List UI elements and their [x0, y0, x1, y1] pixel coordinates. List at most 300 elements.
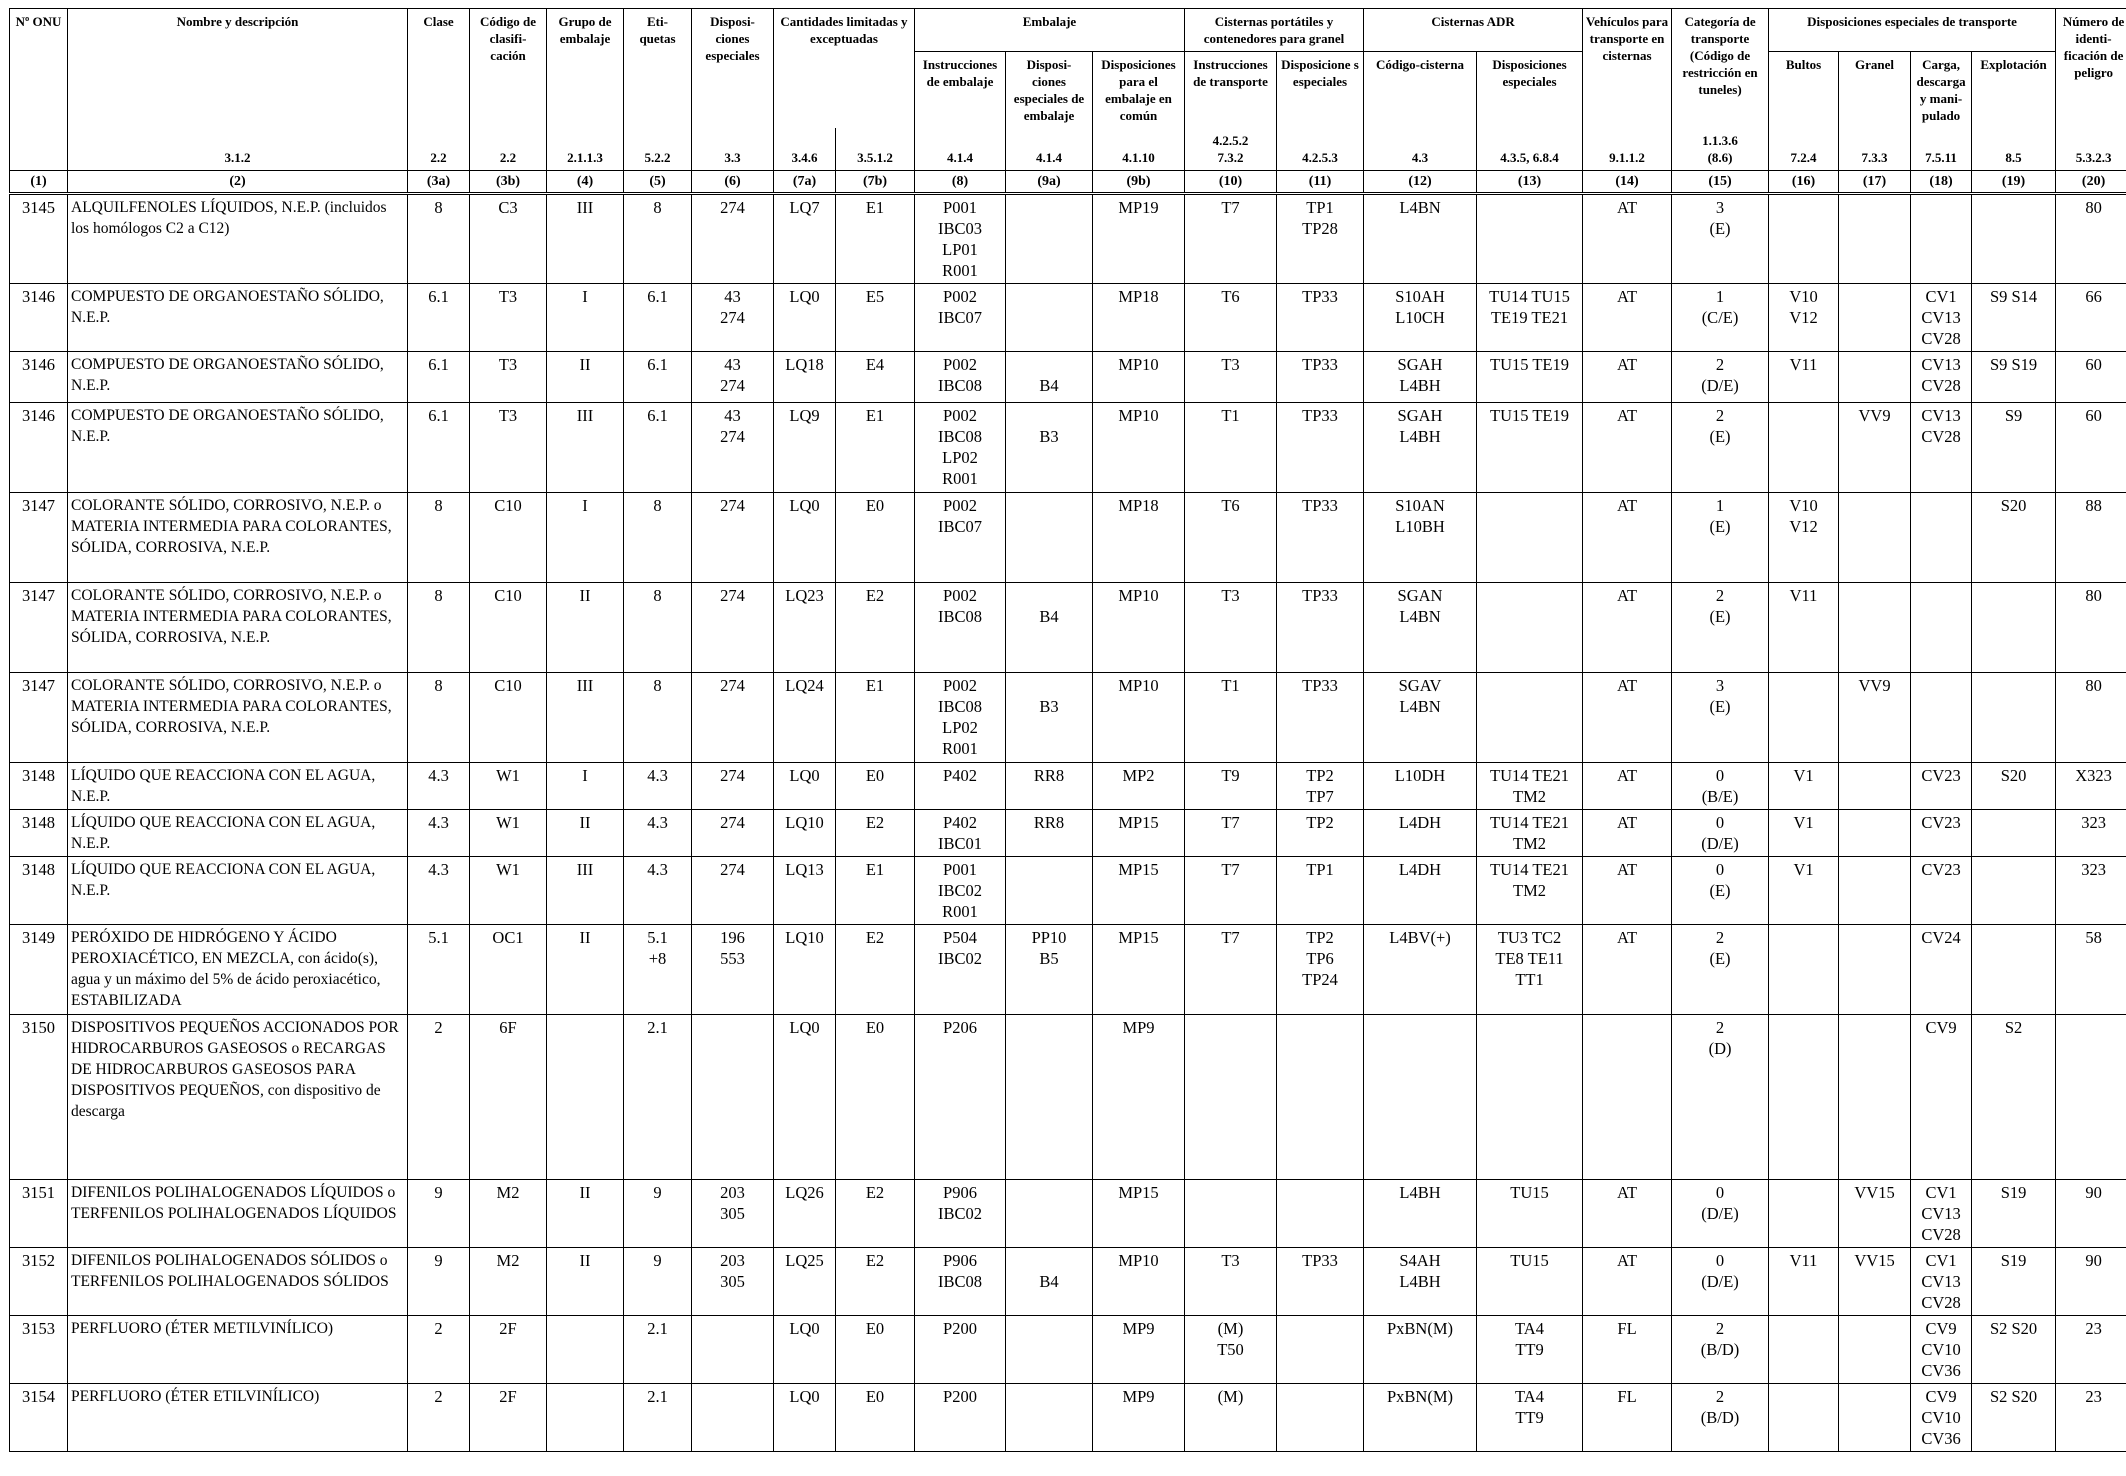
data-cell: TU15 TE19 — [1477, 352, 1583, 403]
data-cell: MP10 — [1093, 352, 1185, 403]
data-cell: RR8 — [1006, 763, 1093, 810]
data-cell: 2 (E) — [1672, 583, 1769, 673]
header-embalaje: Embalaje — [915, 9, 1185, 52]
data-cell: 0 (D/E) — [1672, 810, 1769, 857]
data-cell: 2.1 — [624, 1015, 692, 1180]
data-cell: E0 — [836, 1384, 915, 1452]
un-number-cell: 3150 — [10, 1015, 68, 1180]
data-cell: S20 — [1972, 493, 2056, 583]
data-cell: 4.3 — [624, 857, 692, 925]
section-ref-cell: 2.1.1.3 — [547, 128, 624, 171]
data-cell: S9 — [1972, 403, 2056, 493]
data-cell: S10AN L10BH — [1364, 493, 1477, 583]
data-cell: 2 — [408, 1384, 470, 1452]
data-cell: 8 — [624, 194, 692, 284]
column-number-cell: (18) — [1911, 171, 1972, 194]
table-row — [10, 284, 2126, 352]
data-cell — [1839, 583, 1911, 673]
data-cell: I — [547, 493, 624, 583]
data-cell: TU3 TC2 TE8 TE11 TT1 — [1477, 925, 1583, 1015]
data-cell: OC1 — [470, 925, 547, 1015]
data-cell: S20 — [1972, 763, 2056, 810]
data-cell: SGAH L4BH — [1364, 352, 1477, 403]
header-cisternas-portatiles: Cisternas portátiles y contenedores para granel — [1185, 9, 1364, 52]
data-cell: P002 IBC07 — [915, 493, 1006, 583]
data-cell: CV24 — [1911, 925, 1972, 1015]
data-cell: P001 IBC03 LP01 R001 — [915, 194, 1006, 284]
data-cell — [1769, 1384, 1839, 1452]
data-cell: 203 305 — [692, 1248, 774, 1316]
data-cell: E5 — [836, 284, 915, 352]
data-cell: V1 — [1769, 857, 1839, 925]
data-cell: I — [547, 763, 624, 810]
data-cell: 2F — [470, 1384, 547, 1452]
data-cell — [692, 1015, 774, 1180]
data-cell: 4.3 — [624, 763, 692, 810]
data-cell: C3 — [470, 194, 547, 284]
data-cell: MP19 — [1093, 194, 1185, 284]
data-cell — [1477, 1015, 1583, 1180]
data-cell: LQ23 — [774, 583, 836, 673]
data-cell — [1839, 1316, 1911, 1384]
data-cell: L4DH — [1364, 857, 1477, 925]
data-cell: AT — [1583, 284, 1672, 352]
data-cell: T6 — [1185, 284, 1277, 352]
table-row — [10, 857, 2126, 925]
table-row — [10, 1316, 2126, 1384]
data-cell: 2 (D) — [1672, 1015, 1769, 1180]
un-number-cell: 3148 — [10, 857, 68, 925]
data-cell — [1477, 493, 1583, 583]
table-body — [10, 194, 2126, 1452]
data-cell: T7 — [1185, 925, 1277, 1015]
data-cell: CV9 CV10 CV36 — [1911, 1316, 1972, 1384]
header-disp-transporte: Disposiciones especiales de transporte — [1769, 9, 2056, 52]
table-row — [10, 194, 2126, 284]
data-cell: E1 — [836, 673, 915, 763]
data-cell — [1769, 1180, 1839, 1248]
data-cell: E2 — [836, 1180, 915, 1248]
data-cell: P002 IBC08 LP02 R001 — [915, 403, 1006, 493]
data-cell: SGAH L4BH — [1364, 403, 1477, 493]
data-cell — [547, 1384, 624, 1452]
data-cell: MP15 — [1093, 857, 1185, 925]
data-cell: 80 — [2056, 583, 2126, 673]
data-cell: M2 — [470, 1180, 547, 1248]
data-cell: LQ26 — [774, 1180, 836, 1248]
un-number-cell: 3147 — [10, 673, 68, 763]
data-cell: TU14 TE21 TM2 — [1477, 857, 1583, 925]
data-cell — [1006, 1384, 1093, 1452]
header-disp-comun: Disposiciones para el embalaje en común — [1093, 52, 1185, 129]
header-cisternas-adr: Cisternas ADR — [1364, 9, 1583, 52]
column-number-cell: (6) — [692, 171, 774, 194]
data-cell: 0 (E) — [1672, 857, 1769, 925]
data-cell: MP15 — [1093, 810, 1185, 857]
data-cell — [1911, 493, 1972, 583]
data-cell: E0 — [836, 1316, 915, 1384]
data-cell: TP33 — [1277, 403, 1364, 493]
section-ref-cell: 7.5.11 — [1911, 128, 1972, 171]
un-number-cell: 3152 — [10, 1248, 68, 1316]
data-cell: 323 — [2056, 810, 2126, 857]
data-cell: VV15 — [1839, 1248, 1911, 1316]
data-cell: L4DH — [1364, 810, 1477, 857]
data-cell: P402 IBC01 — [915, 810, 1006, 857]
data-cell: SGAN L4BN — [1364, 583, 1477, 673]
header-name: Nombre y descripción — [68, 9, 408, 129]
table-row — [10, 1248, 2126, 1316]
column-number-cell: (11) — [1277, 171, 1364, 194]
name-description-cell: COLORANTE SÓLIDO, CORROSIVO, N.E.P. o MATERIA INTERMEDIA PARA COLORANTES, SÓLIDA, CORROSIVA, N.E.P. — [68, 583, 408, 673]
name-description-cell: LÍQUIDO QUE REACCIONA CON EL AGUA, N.E.P. — [68, 763, 408, 810]
data-cell — [1839, 194, 1911, 284]
column-number-cell: (13) — [1477, 171, 1583, 194]
data-cell: AT — [1583, 583, 1672, 673]
data-cell — [1911, 194, 1972, 284]
column-number-cell: (7b) — [836, 171, 915, 194]
data-cell: MP15 — [1093, 925, 1185, 1015]
data-cell: RR8 — [1006, 810, 1093, 857]
name-description-cell: LÍQUIDO QUE REACCIONA CON EL AGUA, N.E.P. — [68, 810, 408, 857]
column-number-cell: (9b) — [1093, 171, 1185, 194]
data-cell: 43 274 — [692, 403, 774, 493]
section-ref-cell: 4.3.5, 6.8.4 — [1477, 128, 1583, 171]
data-cell: 23 — [2056, 1316, 2126, 1384]
data-cell — [1769, 1015, 1839, 1180]
data-cell — [1911, 583, 1972, 673]
data-cell: 5.1 +8 — [624, 925, 692, 1015]
data-cell: P002 IBC08 — [915, 352, 1006, 403]
data-cell: E2 — [836, 810, 915, 857]
data-cell: AT — [1583, 493, 1672, 583]
data-cell: S2 S20 — [1972, 1316, 2056, 1384]
name-description-cell: COLORANTE SÓLIDO, CORROSIVO, N.E.P. o MATERIA INTERMEDIA PARA COLORANTES, SÓLIDA, CORROSIVA, N.E.P. — [68, 673, 408, 763]
data-cell: B4 — [1006, 583, 1093, 673]
data-cell: B4 — [1006, 352, 1093, 403]
name-description-cell: PERFLUORO (ÉTER METILVINÍLICO) — [68, 1316, 408, 1384]
data-cell: 4.3 — [408, 857, 470, 925]
section-ref-cell: 4.1.4 — [1006, 128, 1093, 171]
dangerous-goods-table-container — [9, 8, 2125, 1452]
data-cell: L4BH — [1364, 1180, 1477, 1248]
data-cell: LQ9 — [774, 403, 836, 493]
data-cell: W1 — [470, 763, 547, 810]
column-number-cell: (3a) — [408, 171, 470, 194]
data-cell — [1477, 583, 1583, 673]
data-cell: I — [547, 284, 624, 352]
data-cell: 6.1 — [408, 403, 470, 493]
column-number-cell: (10) — [1185, 171, 1277, 194]
section-ref-cell: 4.2.5.3 — [1277, 128, 1364, 171]
data-cell: 8 — [624, 493, 692, 583]
data-cell: E0 — [836, 1015, 915, 1180]
section-ref-cell: 5.3.2.3 — [2056, 128, 2126, 171]
data-cell: MP10 — [1093, 1248, 1185, 1316]
table-row — [10, 673, 2126, 763]
section-ref-cell: 1.1.3.6 (8.6) — [1672, 128, 1769, 171]
data-cell: E1 — [836, 194, 915, 284]
data-cell: T7 — [1185, 810, 1277, 857]
un-number-cell: 3154 — [10, 1384, 68, 1452]
data-cell: PxBN(M) — [1364, 1384, 1477, 1452]
data-cell: 0 (D/E) — [1672, 1180, 1769, 1248]
data-cell: 274 — [692, 673, 774, 763]
data-cell: E0 — [836, 493, 915, 583]
data-cell: 6.1 — [408, 284, 470, 352]
section-ref-row — [10, 128, 2126, 171]
header-disp-embalaje: Disposi- ciones especiales de embalaje — [1006, 52, 1093, 129]
column-number-cell: (19) — [1972, 171, 2056, 194]
data-cell: 9 — [624, 1248, 692, 1316]
un-number-cell: 3147 — [10, 583, 68, 673]
data-cell: CV23 — [1911, 857, 1972, 925]
data-cell: W1 — [470, 810, 547, 857]
table-row — [10, 403, 2126, 493]
name-description-cell: ALQUILFENOLES LÍQUIDOS, N.E.P. (incluidos los homólogos C2 a C12) — [68, 194, 408, 284]
data-cell — [1006, 284, 1093, 352]
data-cell: LQ7 — [774, 194, 836, 284]
data-cell: LQ0 — [774, 284, 836, 352]
header-bultos: Bultos — [1769, 52, 1839, 129]
dangerous-goods-table — [9, 8, 2126, 1452]
data-cell: P200 — [915, 1384, 1006, 1452]
data-cell: P206 — [915, 1015, 1006, 1180]
data-cell: S4AH L4BH — [1364, 1248, 1477, 1316]
data-cell: II — [547, 583, 624, 673]
data-cell — [1769, 403, 1839, 493]
data-cell: AT — [1583, 673, 1672, 763]
header-explotacion: Explotación — [1972, 52, 2056, 129]
data-cell: CV13 CV28 — [1911, 403, 1972, 493]
header-disp-especiales: Disposicione s especiales — [1277, 52, 1364, 129]
data-cell: T7 — [1185, 194, 1277, 284]
header-instr-embalaje: Instrucciones de embalaje — [915, 52, 1006, 129]
header-un: Nº ONU — [10, 9, 68, 129]
data-cell — [1006, 1180, 1093, 1248]
data-cell: TP33 — [1277, 583, 1364, 673]
data-cell — [1583, 1015, 1672, 1180]
header-clase: Clase — [408, 9, 470, 129]
data-cell — [1972, 194, 2056, 284]
data-cell: 90 — [2056, 1248, 2126, 1316]
data-cell: 2.1 — [624, 1384, 692, 1452]
data-cell: B3 — [1006, 673, 1093, 763]
data-cell: P504 IBC02 — [915, 925, 1006, 1015]
name-description-cell: COMPUESTO DE ORGANOESTAÑO SÓLIDO, N.E.P. — [68, 284, 408, 352]
data-cell: C10 — [470, 583, 547, 673]
data-cell: V11 — [1769, 1248, 1839, 1316]
data-cell: T3 — [1185, 352, 1277, 403]
data-cell: P402 — [915, 763, 1006, 810]
section-ref-cell — [10, 128, 68, 171]
data-cell: TA4 TT9 — [1477, 1316, 1583, 1384]
data-cell: S2 — [1972, 1015, 2056, 1180]
data-cell — [1477, 673, 1583, 763]
data-cell: AT — [1583, 810, 1672, 857]
un-number-cell: 3151 — [10, 1180, 68, 1248]
data-cell: T3 — [470, 352, 547, 403]
data-cell: T9 — [1185, 763, 1277, 810]
section-ref-cell: 4.2.5.2 7.3.2 — [1185, 128, 1277, 171]
data-cell: LQ0 — [774, 1015, 836, 1180]
name-description-cell: COMPUESTO DE ORGANOESTAÑO SÓLIDO, N.E.P. — [68, 352, 408, 403]
data-cell: 1 (E) — [1672, 493, 1769, 583]
data-cell: TP33 — [1277, 673, 1364, 763]
data-cell: TA4 TT9 — [1477, 1384, 1583, 1452]
data-cell: P906 IBC02 — [915, 1180, 1006, 1248]
data-cell — [547, 1015, 624, 1180]
header-cantidades: Cantidades limitadas y exceptuadas — [774, 9, 915, 129]
data-cell: E0 — [836, 763, 915, 810]
un-number-cell: 3146 — [10, 284, 68, 352]
data-cell: FL — [1583, 1384, 1672, 1452]
data-cell — [1839, 493, 1911, 583]
section-ref-cell: 3.1.2 — [68, 128, 408, 171]
data-cell: 274 — [692, 583, 774, 673]
data-cell — [1972, 857, 2056, 925]
data-cell: 2 (B/D) — [1672, 1384, 1769, 1452]
data-cell: TP33 — [1277, 352, 1364, 403]
table-row — [10, 1015, 2126, 1180]
data-cell: LQ10 — [774, 925, 836, 1015]
data-cell: AT — [1583, 857, 1672, 925]
table-row — [10, 583, 2126, 673]
data-cell: 88 — [2056, 493, 2126, 583]
data-cell: P002 IBC07 — [915, 284, 1006, 352]
data-cell — [1364, 1015, 1477, 1180]
data-cell: 58 — [2056, 925, 2126, 1015]
section-ref-cell: 4.1.10 — [1093, 128, 1185, 171]
data-cell: TU14 TU15 TE19 TE21 — [1477, 284, 1583, 352]
data-cell — [1277, 1180, 1364, 1248]
data-cell: III — [547, 194, 624, 284]
column-number-cell: (5) — [624, 171, 692, 194]
header-disp-esp-adr: Disposiciones especiales — [1477, 52, 1583, 129]
un-number-cell: 3148 — [10, 810, 68, 857]
data-cell: AT — [1583, 1248, 1672, 1316]
column-number-cell: (16) — [1769, 171, 1839, 194]
data-cell — [1769, 925, 1839, 1015]
data-cell: S2 S20 — [1972, 1384, 2056, 1452]
column-number-cell: (12) — [1364, 171, 1477, 194]
data-cell: TP2 TP7 — [1277, 763, 1364, 810]
data-cell: CV9 CV10 CV36 — [1911, 1384, 1972, 1452]
data-cell: 2 — [408, 1015, 470, 1180]
data-cell: 274 — [692, 493, 774, 583]
data-cell: 9 — [408, 1180, 470, 1248]
data-cell: T3 — [1185, 1248, 1277, 1316]
header-codigo-cisterna: Código-cisterna — [1364, 52, 1477, 129]
data-cell: MP9 — [1093, 1015, 1185, 1180]
data-cell: CV1 CV13 CV28 — [1911, 284, 1972, 352]
data-cell: 2 — [408, 1316, 470, 1384]
data-cell — [1972, 673, 2056, 763]
data-cell: P002 IBC08 — [915, 583, 1006, 673]
column-number-cell: (9a) — [1006, 171, 1093, 194]
data-cell — [1769, 673, 1839, 763]
section-ref-cell: 4.1.4 — [915, 128, 1006, 171]
data-cell — [1972, 925, 2056, 1015]
name-description-cell: COMPUESTO DE ORGANOESTAÑO SÓLIDO, N.E.P. — [68, 403, 408, 493]
data-cell: E4 — [836, 352, 915, 403]
data-cell: 274 — [692, 810, 774, 857]
data-cell: 274 — [692, 857, 774, 925]
data-cell: 203 305 — [692, 1180, 774, 1248]
section-ref-cell: 2.2 — [470, 128, 547, 171]
data-cell: AT — [1583, 763, 1672, 810]
data-cell: S19 — [1972, 1180, 2056, 1248]
data-cell: AT — [1583, 352, 1672, 403]
data-cell: E2 — [836, 1248, 915, 1316]
data-cell: II — [547, 810, 624, 857]
name-description-cell: DIFENILOS POLIHALOGENADOS SÓLIDOS o TERFENILOS POLIHALOGENADOS SÓLIDOS — [68, 1248, 408, 1316]
data-cell: P001 IBC02 R001 — [915, 857, 1006, 925]
data-cell: 8 — [408, 583, 470, 673]
data-cell: 2F — [470, 1316, 547, 1384]
data-cell: B4 — [1006, 1248, 1093, 1316]
column-number-cell: (17) — [1839, 171, 1911, 194]
data-cell: S9 S14 — [1972, 284, 2056, 352]
data-cell: TP33 — [1277, 493, 1364, 583]
data-cell: TU15 — [1477, 1248, 1583, 1316]
column-number-row — [10, 171, 2126, 194]
data-cell: (M) — [1185, 1384, 1277, 1452]
data-cell: VV9 — [1839, 673, 1911, 763]
table-row — [10, 763, 2126, 810]
un-number-cell: 3146 — [10, 352, 68, 403]
data-cell: T7 — [1185, 857, 1277, 925]
data-cell: C10 — [470, 673, 547, 763]
data-cell — [692, 1384, 774, 1452]
data-cell: TP2 TP6 TP24 — [1277, 925, 1364, 1015]
data-cell: TU15 TE19 — [1477, 403, 1583, 493]
data-cell: T3 — [1185, 583, 1277, 673]
data-cell: MP15 — [1093, 1180, 1185, 1248]
data-cell: TP33 — [1277, 1248, 1364, 1316]
data-cell: W1 — [470, 857, 547, 925]
data-cell: V1 — [1769, 763, 1839, 810]
data-cell — [1839, 857, 1911, 925]
data-cell: 43 274 — [692, 352, 774, 403]
data-cell: 80 — [2056, 194, 2126, 284]
section-ref-cell: 2.2 — [408, 128, 470, 171]
data-cell: S10AH L10CH — [1364, 284, 1477, 352]
data-cell: MP18 — [1093, 493, 1185, 583]
data-cell: M2 — [470, 1248, 547, 1316]
data-cell: VV9 — [1839, 403, 1911, 493]
data-cell: 323 — [2056, 857, 2126, 925]
data-cell: 90 — [2056, 1180, 2126, 1248]
data-cell — [1839, 763, 1911, 810]
table-row — [10, 925, 2126, 1015]
data-cell: SGAV L4BN — [1364, 673, 1477, 763]
section-ref-cell: 5.2.2 — [624, 128, 692, 171]
data-cell: V11 — [1769, 352, 1839, 403]
data-cell: 9 — [624, 1180, 692, 1248]
data-cell: X323 — [2056, 763, 2126, 810]
data-cell: T1 — [1185, 403, 1277, 493]
header-vehiculos: Vehículos para transporte en cisternas — [1583, 9, 1672, 129]
table-row — [10, 493, 2126, 583]
data-cell — [1277, 1316, 1364, 1384]
data-cell — [1839, 925, 1911, 1015]
table-row — [10, 352, 2126, 403]
data-cell: T3 — [470, 403, 547, 493]
data-cell: 80 — [2056, 673, 2126, 763]
data-cell — [1769, 194, 1839, 284]
data-cell: 5.1 — [408, 925, 470, 1015]
